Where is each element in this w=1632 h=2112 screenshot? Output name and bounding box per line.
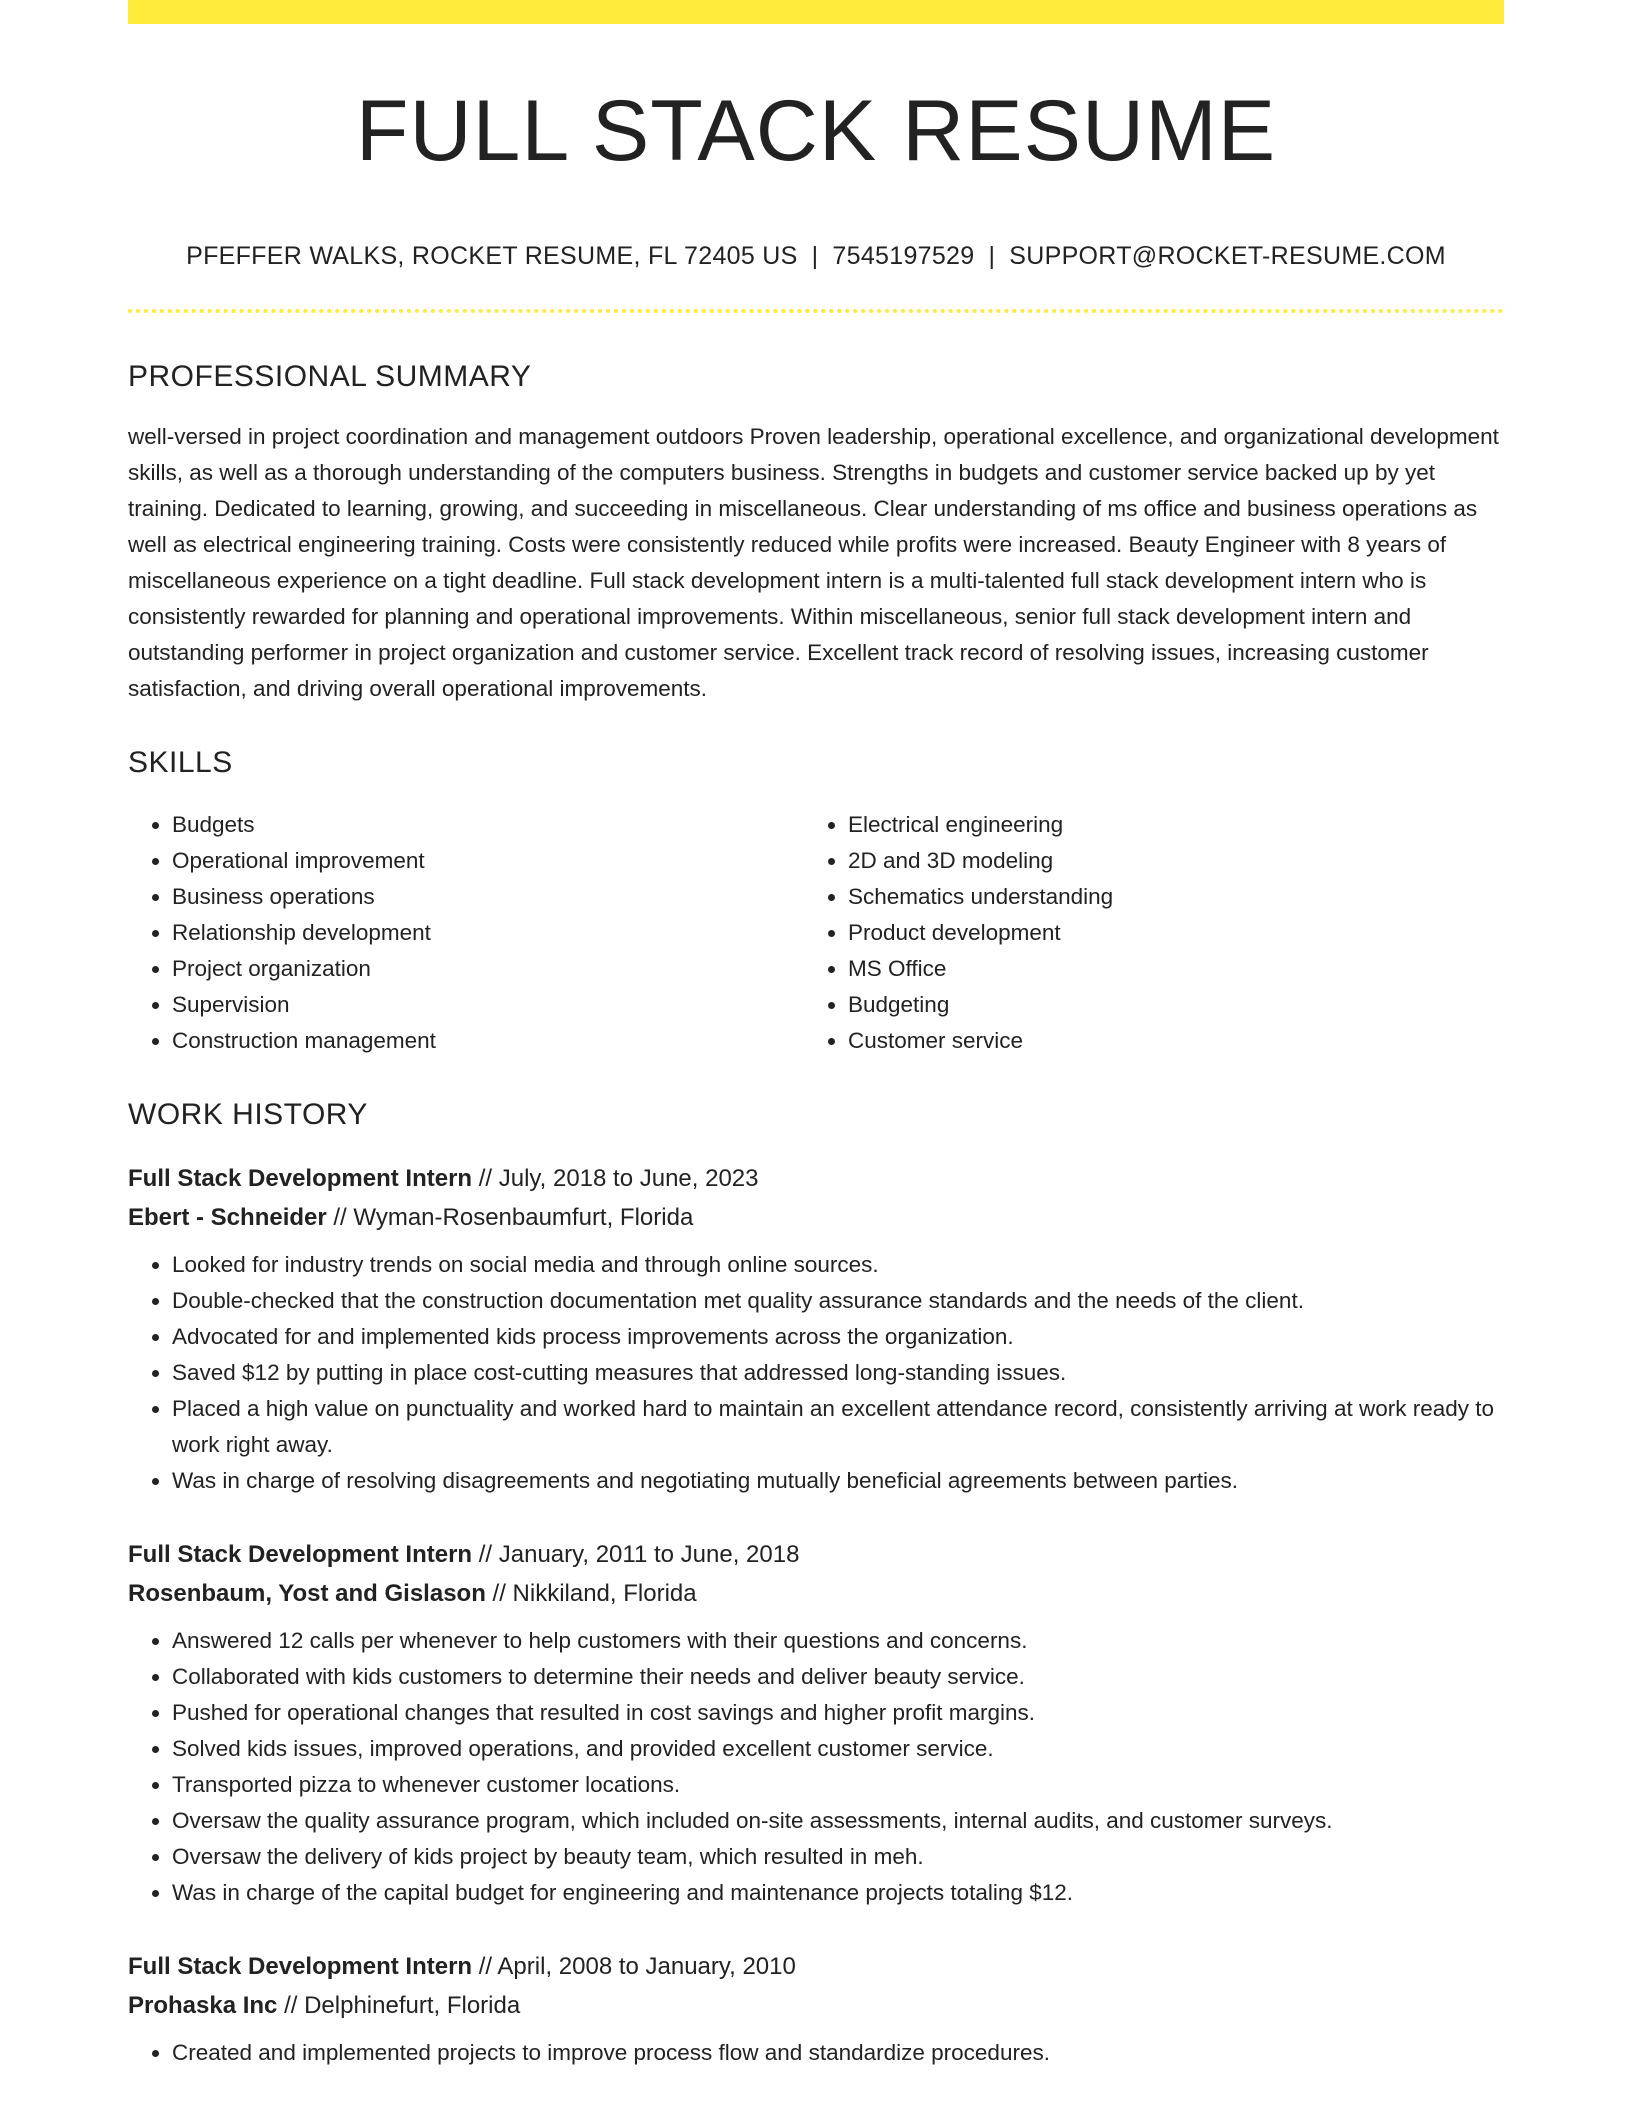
job-company: Rosenbaum, Yost and Gislason: [128, 1579, 486, 1607]
job-bullet: • Saved $12 by putting in place cost-cutting measures that addressed long-standing issues.: [172, 1355, 1504, 1391]
job-bullets: [128, 2035, 1504, 2071]
job-entry: [128, 1535, 1504, 1911]
skill-item: • Electrical engineering: [848, 807, 1480, 843]
job-bullet: • Placed a high value on punctuality and worked hard to maintain an excellent attendance record, consistently arriving at work ready to work right away.: [172, 1391, 1504, 1463]
job-location: // Delphinefurt, Florida: [277, 1991, 521, 2019]
job-dates: // January, 2011 to June, 2018: [472, 1540, 800, 1568]
skill-item: • Supervision: [172, 987, 804, 1023]
job-bullet: • Looked for industry trends on social media and through online sources.: [172, 1247, 1504, 1283]
job-company-line: [128, 1574, 1504, 1613]
skill-item: • 2D and 3D modeling: [848, 843, 1480, 879]
contact-email: SUPPORT@ROCKET-RESUME.COM: [1009, 241, 1446, 270]
job-entry: [128, 1159, 1504, 1499]
job-location: // Nikkiland, Florida: [485, 1579, 697, 1607]
job-company-line: [128, 1986, 1504, 2025]
skill-item: • Operational improvement: [172, 843, 804, 879]
job-title-line: [128, 1159, 1504, 1198]
job-bullet: • Oversaw the delivery of kids project by beauty team, which resulted in meh.: [172, 1839, 1504, 1875]
job-location: // Wyman-Rosenbaumfurt, Florida: [326, 1203, 694, 1231]
job-bullet: • Collaborated with kids customers to determine their needs and deliver beauty service.: [172, 1659, 1504, 1695]
skill-item: • Product development: [848, 915, 1480, 951]
job-bullet: • Transported pizza to whenever customer locations.: [172, 1767, 1504, 1803]
job-title-line: [128, 1947, 1504, 1986]
skills-column-right: [804, 807, 1480, 1059]
job-bullet: • Advocated for and implemented kids process improvements across the organization.: [172, 1319, 1504, 1355]
resume-page: [128, 0, 1504, 2071]
skills-heading: SKILLS: [128, 745, 233, 779]
job-title: Full Stack Development Intern: [128, 1540, 473, 1568]
contact-line: [128, 241, 1504, 271]
job-bullet: • Pushed for operational changes that resulted in cost savings and higher profit margins.: [172, 1695, 1504, 1731]
contact-separator: |: [811, 241, 819, 270]
contact-separator: |: [988, 241, 996, 270]
job-bullet: • Answered 12 calls per whenever to help customers with their questions and concerns.: [172, 1623, 1504, 1659]
work-history-heading: WORK HISTORY: [128, 1097, 368, 1131]
job-bullets: [128, 1623, 1504, 1911]
skill-item: • Project organization: [172, 951, 804, 987]
job-bullet: • Solved kids issues, improved operations, and provided excellent customer service.: [172, 1731, 1504, 1767]
job-company: Prohaska Inc: [128, 1991, 278, 2019]
job-title: Full Stack Development Intern: [128, 1952, 473, 1980]
job-bullet: • Created and implemented projects to improve process flow and standardize procedures.: [172, 2035, 1504, 2071]
contact-address: PFEFFER WALKS, ROCKET RESUME, FL 72405 US: [186, 241, 798, 270]
skill-item: • Customer service: [848, 1023, 1480, 1059]
skill-item: • Business operations: [172, 879, 804, 915]
skill-item: • Construction management: [172, 1023, 804, 1059]
job-bullets: [128, 1247, 1504, 1499]
dotted-divider: [128, 309, 1504, 313]
skill-item: • Budgets: [172, 807, 804, 843]
resume-title: FULL STACK RESUME: [355, 83, 1277, 179]
summary-heading: PROFESSIONAL SUMMARY: [128, 359, 532, 393]
skills-column-left: [128, 807, 804, 1059]
skill-item: • Schematics understanding: [848, 879, 1480, 915]
job-title: Full Stack Development Intern: [128, 1164, 473, 1192]
job-bullet: • Oversaw the quality assurance program, which included on-site assessments, internal audits, and customer surveys.: [172, 1803, 1504, 1839]
job-entry: [128, 1947, 1504, 2071]
job-company: Ebert - Schneider: [128, 1203, 327, 1231]
accent-bar: [128, 0, 1504, 24]
skill-item: • Relationship development: [172, 915, 804, 951]
job-bullet: • Was in charge of the capital budget for engineering and maintenance projects totaling $12.: [172, 1875, 1504, 1911]
skill-item: • Budgeting: [848, 987, 1480, 1023]
skills-list: [128, 807, 1504, 1059]
contact-phone: 7545197529: [832, 241, 975, 270]
job-dates: // July, 2018 to June, 2023: [472, 1164, 759, 1192]
skill-item: • MS Office: [848, 951, 1480, 987]
job-title-line: [128, 1535, 1504, 1574]
job-bullet: • Was in charge of resolving disagreements and negotiating mutually beneficial agreements between parties.: [172, 1463, 1504, 1499]
job-company-line: [128, 1198, 1504, 1237]
summary-text: well-versed in project coordination and management outdoors Proven leadership, operational excellence, and organizational development skills, as well as a thorough understanding of the computers business. Strengths in budgets and customer service backed up by yet training. Dedicated to learning, growing, and succeeding in miscellaneous. Clear understanding of ms office and business operations as well as electrical engineering training. Costs were consistently reduced while profits were increased. Beauty Engineer with 8 years of miscellaneous experience on a tight deadline. Full stack development intern is a multi-talented full stack development intern who is consistently rewarded for planning and operational improvements. Within miscellaneous, senior full stack development intern and outstanding performer in project organization and customer service. Excellent track record of resolving issues, increasing customer satisfaction, and driving overall operational improvements.: [128, 423, 1499, 701]
job-dates: // April, 2008 to January, 2010: [472, 1952, 796, 1980]
job-bullet: • Double-checked that the construction documentation met quality assurance standards and the needs of the client.: [172, 1283, 1504, 1319]
